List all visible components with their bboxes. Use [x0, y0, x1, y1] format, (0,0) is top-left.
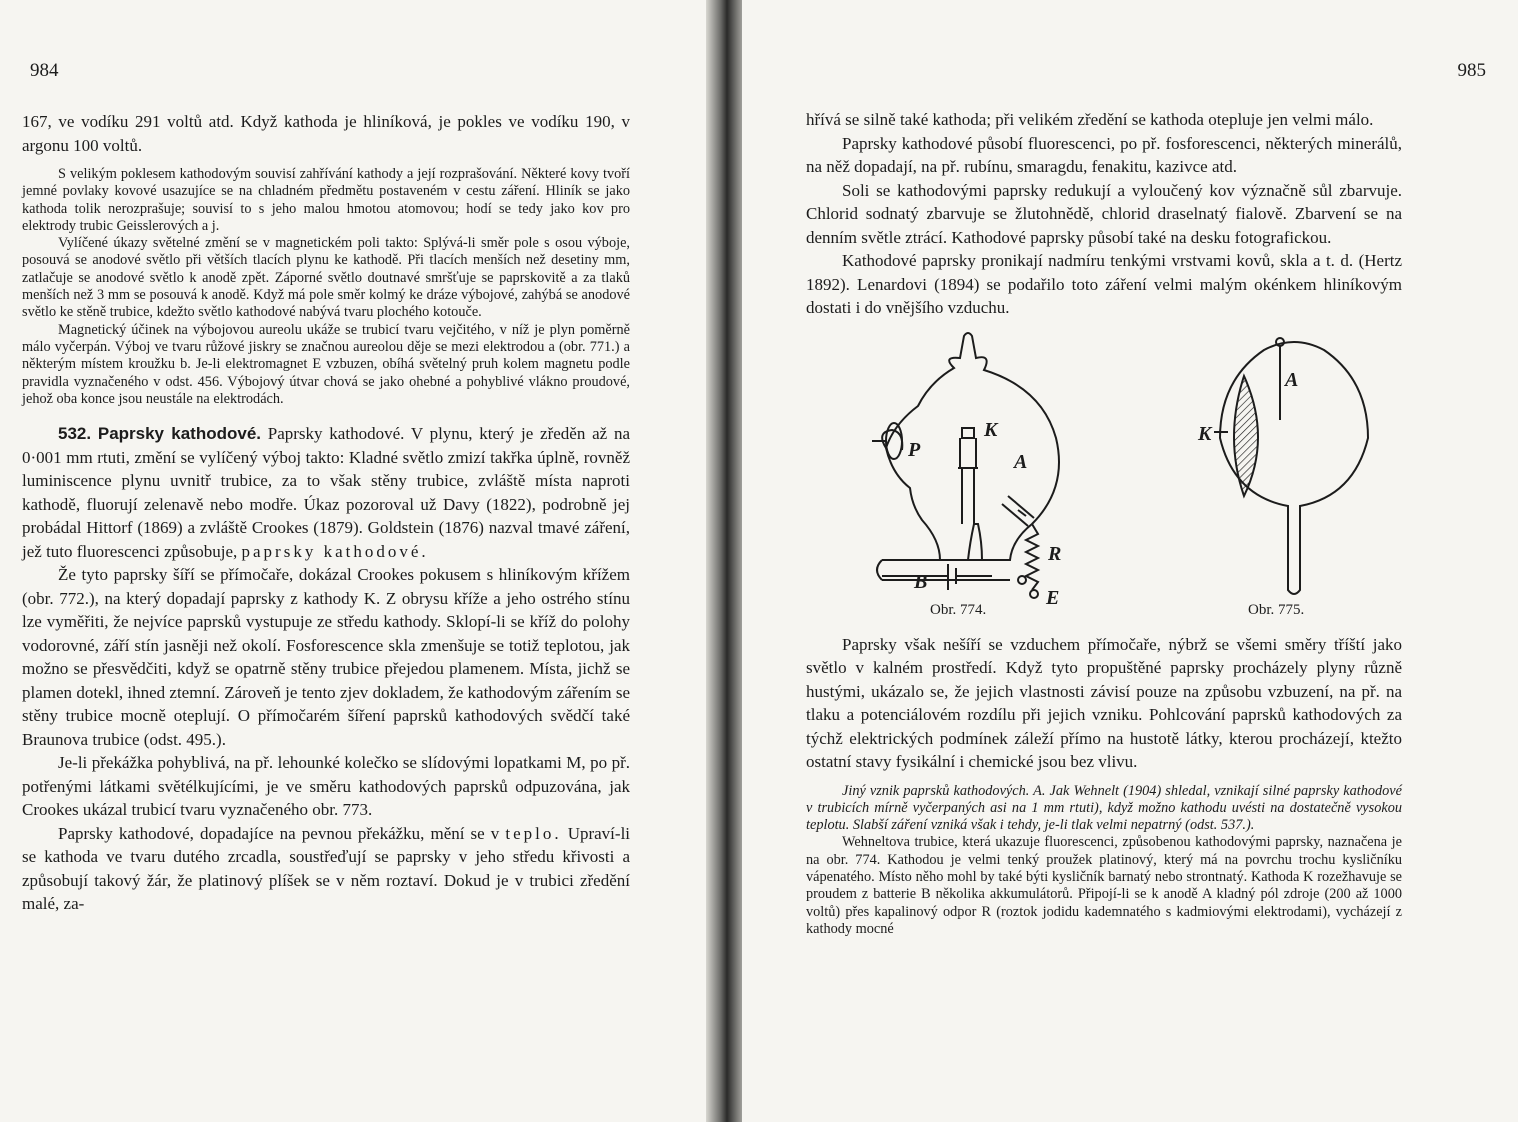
section-number: 532.	[58, 424, 92, 444]
paragraph: Že tyto paprsky šíří se přímočaře, dokázal Crookes pokusem s hliníkovým křížem (obr. 772.), na který dopadají paprsky z kathody K. Z obrysu kříže a jeho ostrého stínu lze vyměřiti, že nejvíce paprsků vystupuje ze středu kathody. Sklopí-li se kříž do polohy vodorovné, září stín jasněji než okolí. Fosforescence skla zmenšuje se totiž teplotou, jak možno se přesvědčiti, když se opatrně stěny trubice přejedou plamenem. Místa, jichž se plamen dotekl, ihned ztemní. Zároveň je tento zjev dokladem, že kathodovým zářením se stěny trubice mocně oteplují. O přímočarém šíření paprsků kathodových svědčí také Braunova trubice (odst. 495.).	[22, 565, 630, 749]
right-text-column	[806, 108, 1402, 938]
spaced-term: teplo.	[505, 823, 562, 843]
label-k: K	[1198, 422, 1212, 445]
paragraph: Paprsky kathodové působí fluorescenci, po př. fosforescenci, některých minerálů, na něž dopadají, na př. rubínu, smaragdu, fenakitu, kazivce atd.	[806, 133, 1402, 176]
paragraph-rest: Upraví-li se kathoda ve tvaru dutého zrcadla, soustřeďují se paprsky v jeho středu křivosti a způsobují takový žár, že platinový plíšek se v něm roztaví. Dokud je v trubici zředění malé, za-	[22, 823, 631, 914]
paragraph-small: Vylíčené úkazy světelné změní se v magnetickém poli takto: Splývá-li směr pole s osou výboje, posouvá se anodové světlo při větších tlacích plynu ke kathodě. Při tlacích menších než desetiny mm, zatlačuje se anodové světlo k anodě zpět. Záporné světlo doutnavé smršťuje se paprskovitě a za tlaků menších než 3 mm se posouvá k anodě. Když má pole směr kolmý ke dráze výbojové, zahýbá se anodové světlo ke stěně trubice, kdežto světlo kathodové nabývá tvaru plochého kotouče.	[22, 235, 630, 321]
figure-774-caption: Obr. 774.	[930, 601, 987, 618]
label-p: P	[908, 438, 921, 461]
left-text-column	[22, 110, 630, 916]
spaced-term: paprsky kathodové.	[241, 541, 429, 561]
paragraph-small: S velikým poklesem kathodovým souvisí zahřívání kathody a její rozprašování. Některé kovy tvoří jemné povlaky kovové usazujíce se na chladném předmětu postaveném v cestu záření. Hliník se jako kathoda tolik nerozprašuje; souvisí to s jeho malou hmotou atomovou; hodí se tedy jako kov pro elektrody trubic Geisslerových a j.	[22, 166, 630, 234]
section-title: Paprsky kathodové.	[97, 424, 261, 444]
figure-774	[842, 328, 1142, 633]
right-page	[742, 0, 1518, 1122]
figures-row	[806, 328, 1402, 633]
paragraph: Kathodové paprsky pronikají nadmíru tenkými vrstvami kovů, skla a t. d. (Hertz 1892). Lenardovi (1894) se podařilo toto záření velmi malým okénkem hliníkovým dostati i do vnějšího vzduchu.	[806, 251, 1402, 317]
left-page	[0, 0, 712, 1122]
cathode-window-diagram	[1184, 328, 1404, 613]
label-k: K	[984, 418, 998, 441]
label-a: A	[1285, 368, 1299, 391]
label-a: A	[1014, 450, 1028, 473]
paragraph-small: Magnetický účinek na výbojovou aureolu ukáže se trubicí tvaru vejčitého, v níž je plyn poměrně málo vyčerpán. Výboj ve tvaru růžové jiskry se značnou aureolou děje se mezi elektrodou a (obr. 771.) a některým místem kroužku b. Je-li elektromagnet E vzbuzen, obíhá světelný pruh kolem magnetu podle pravidla vyznačeného v odst. 456. Výbojový útvar chová se jako ohebné a pohyblivé vlákno proudové, jehož oba konce jsou neustále na elektrodách.	[22, 321, 630, 407]
paragraph: 167, ve vodíku 291 voltů atd. Když kathoda je hliníková, je pokles ve vodíku 190, v argonu 100 voltů.	[22, 112, 630, 155]
paragraph: Paprsky kathodové. V plynu, který je zředěn až na 0·001 mm rtuti, změní se vylíčený výboj takto: Kladné světlo zmizí takřka úplně, rovněž luminiscence plynu uvnitř trubice, za to však stěny trubice, zvláště místa naproti kathodě, fluorují zelenavě nebo modře. Úkaz pozoroval už Davy (1822), podrobně jej probádal Hittorf (1869) a zvláště Crookes (1879). Goldstein (1876) nazval tmavé záření, jež tuto fluorescenci způsobuje,	[22, 424, 630, 561]
page-number-right: 985	[1457, 60, 1486, 81]
wehnelt-tube-diagram	[842, 328, 1142, 613]
section-532	[22, 422, 630, 563]
paragraph: Paprsky však nešíří se vzduchem přímočaře, nýbrž se všemi směry tříští jako světlo v kalném prostředí. Když tyto propuštěné paprsky procházely plyny různě hustými, ukázalo se, že jejich vlastnosti závisí pouze na způsobu vzbuzení, na př. na tlaku a potenciálovém rozdílu při jejich vzniku. Pohlcování paprsků kathodových za týchž elektrických podmínek záleží přímo na hustotě látky, kterou procházejí, ktežto ostatní stavy fysikální i chemické jsou bez vlivu.	[806, 634, 1402, 771]
page-number-left: 984	[30, 60, 59, 81]
paragraph-small: Jiný vznik paprsků kathodových. A. Jak Wehnelt (1904) shledal, vznikají silné paprsky kathodové v trubicích mírně vyčerpaných asi na 1 mm rtuti), když možno kathodu uvésti na dostatečně vysokou teplotu. Slabší záření vzniká však i tehdy, je-li tlak velmi nepatrný (odst. 537.).	[806, 782, 1402, 834]
figure-775-caption: Obr. 775.	[1248, 601, 1305, 618]
paragraph-start: Paprsky kathodové, dopadajíce na pevnou překážku, mění se v	[58, 823, 500, 843]
label-b: B	[914, 570, 928, 593]
paragraph	[22, 822, 630, 916]
label-e: E	[1046, 586, 1060, 609]
paragraph-small: Wehneltova trubice, která ukazuje fluorescenci, způsobenou kathodovými paprsky, naznačena je na obr. 774. Kathodou je velmi tenký proužek platinový, který má na povrchu trochu kysličníku vápenatého. Místo něho mohl by také býti kysličník barnatý nebo strontnatý. Kathoda K rozežhavuje se proudem z batterie B několika akkumulátorů. Připojí-li se k anodě A kladný pól zdroje (200 až 1000 voltů) přes kapalinový odpor R (roztok jodidu kademnatého s kadmiovými elektrodami), vycházejí z kathody mocné	[806, 834, 1402, 937]
paragraph: Je-li překážka pohyblivá, na př. lehounké kolečko se slídovými lopatkami M, po př. potřenými látkami světélkujícími, je ve směru kathodových paprsků odpuzována, jak Crookes ukázal trubicí tvaru vyznačeného obr. 773.	[22, 753, 630, 820]
paragraph: hřívá se silně také kathoda; při velikém zředění se kathoda otepluje jen velmi málo.	[806, 110, 1374, 129]
label-r: R	[1048, 542, 1062, 565]
figure-775	[1184, 328, 1404, 633]
paragraph: Soli se kathodovými paprsky redukují a vyloučený kov význačně sůl zbarvuje. Chlorid sodnatý zbarvuje se žlutohnědě, chlorid draselnatý fialově. Zbarvení se na denním světle ztrácí. Kathodové paprsky působí také na desku fotografickou.	[806, 180, 1402, 247]
